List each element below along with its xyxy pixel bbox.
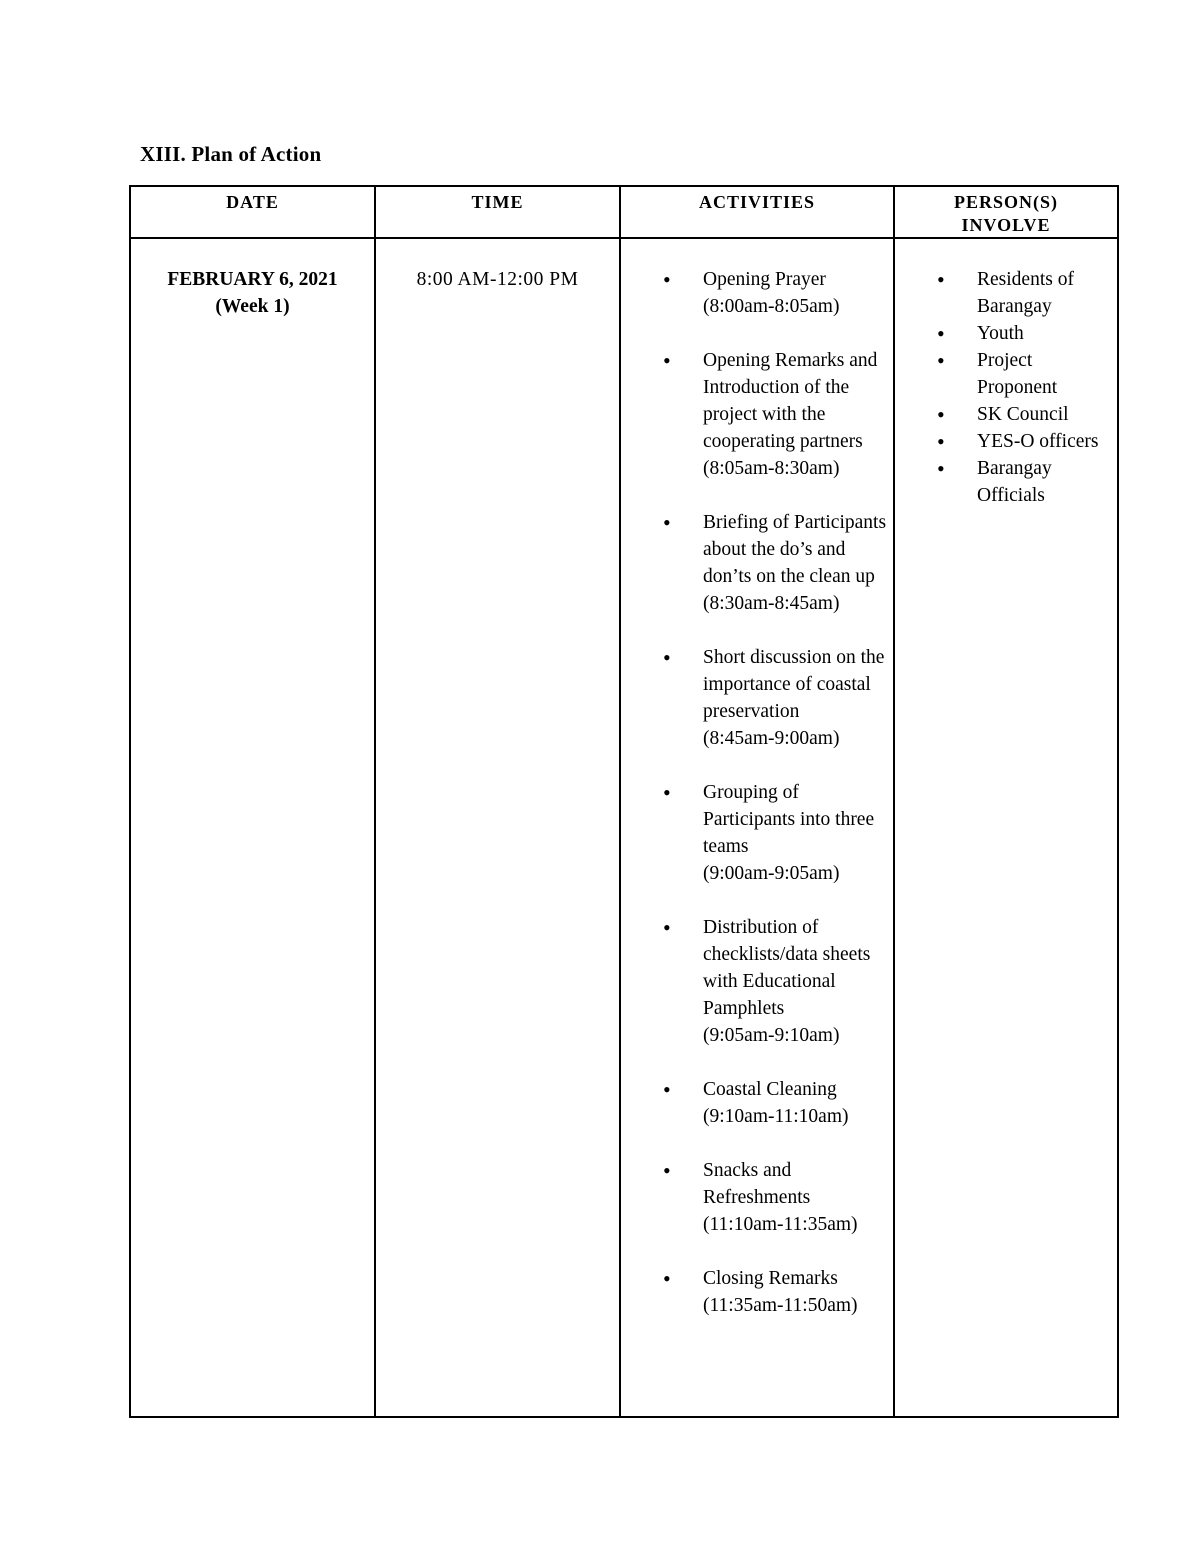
list-item — [621, 509, 893, 617]
list-item — [895, 455, 1117, 509]
activity-text: Short discussion on the importance of coastal preservation — [703, 647, 885, 722]
bullet-icon: • — [663, 1077, 671, 1102]
persons-cell — [894, 238, 1118, 1417]
activity-text: Opening Prayer — [703, 269, 826, 290]
bullet-icon: • — [937, 267, 945, 292]
list-item — [895, 401, 1117, 428]
activity-text: Distribution of checklists/data sheets with Educational Pamphlets — [703, 917, 871, 1019]
header-persons-line2: INVOLVE — [961, 215, 1051, 235]
header-persons-line1: PERSON(S) — [953, 192, 1058, 212]
list-item — [895, 428, 1117, 455]
header-persons — [894, 186, 1118, 238]
time-cell — [375, 238, 620, 1417]
section-title: XIII. Plan of Action — [140, 142, 322, 166]
activity-time: (9:10am-11:10am) — [703, 1106, 849, 1127]
list-item — [621, 914, 893, 1049]
event-week: (Week 1) — [215, 296, 290, 317]
table-row — [130, 238, 1118, 1417]
header-activities: ACTIVITIES — [620, 186, 894, 238]
list-item — [621, 644, 893, 752]
event-time: 8:00 AM-12:00 PM — [416, 269, 579, 290]
list-item — [621, 1076, 893, 1130]
person-text: Youth — [977, 323, 1024, 344]
header-time: TIME — [375, 186, 620, 238]
activities-list — [621, 239, 893, 1319]
activity-text: Snacks and Refreshments — [703, 1160, 811, 1208]
person-text: YES-O officers — [977, 431, 1099, 452]
bullet-icon: • — [663, 510, 671, 535]
table-header-row — [130, 186, 1118, 238]
activities-cell — [620, 238, 894, 1417]
persons-list — [895, 239, 1117, 509]
activity-time: (8:05am-8:30am) — [703, 458, 840, 479]
activity-text: Opening Remarks and Introduction of the project with the cooperating partners — [703, 350, 878, 452]
bullet-icon: • — [663, 780, 671, 805]
activity-time: (9:00am-9:05am) — [703, 863, 840, 884]
event-date: FEBRUARY 6, 2021 — [167, 269, 338, 290]
list-item — [621, 1265, 893, 1319]
activity-time: (11:10am-11:35am) — [703, 1214, 858, 1235]
list-item — [621, 347, 893, 482]
activity-time: (9:05am-9:10am) — [703, 1025, 840, 1046]
list-item — [895, 266, 1117, 320]
bullet-icon: • — [937, 321, 945, 346]
list-item — [895, 320, 1117, 347]
person-text: Project Proponent — [977, 350, 1058, 398]
activity-time: (8:30am-8:45am) — [703, 593, 840, 614]
bullet-icon: • — [663, 348, 671, 373]
bullet-icon: • — [663, 1158, 671, 1183]
activity-text: Briefing of Participants about the do’s and don’ts on the clean up — [703, 512, 887, 587]
date-cell — [130, 238, 375, 1417]
list-item — [621, 1157, 893, 1238]
person-text: Barangay Officials — [977, 458, 1052, 506]
activity-time: (8:45am-9:00am) — [703, 728, 840, 749]
list-item — [895, 347, 1117, 401]
activity-time: (11:35am-11:50am) — [703, 1295, 858, 1316]
header-date: DATE — [130, 186, 375, 238]
activity-time: (8:00am-8:05am) — [703, 296, 840, 317]
bullet-icon: • — [937, 402, 945, 427]
activity-text: Coastal Cleaning — [703, 1079, 837, 1100]
bullet-icon: • — [663, 915, 671, 940]
bullet-icon: • — [937, 429, 945, 454]
person-text: SK Council — [977, 404, 1069, 425]
bullet-icon: • — [663, 645, 671, 670]
activity-text: Closing Remarks — [703, 1268, 838, 1289]
bullet-icon: • — [937, 348, 945, 373]
list-item — [621, 779, 893, 887]
bullet-icon: • — [663, 1266, 671, 1291]
activity-text: Grouping of Participants into three teams — [703, 782, 875, 857]
plan-of-action-table — [129, 185, 1119, 1418]
person-text: Residents of Barangay — [977, 269, 1074, 317]
list-item — [621, 266, 893, 320]
bullet-icon: • — [663, 267, 671, 292]
bullet-icon: • — [937, 456, 945, 481]
